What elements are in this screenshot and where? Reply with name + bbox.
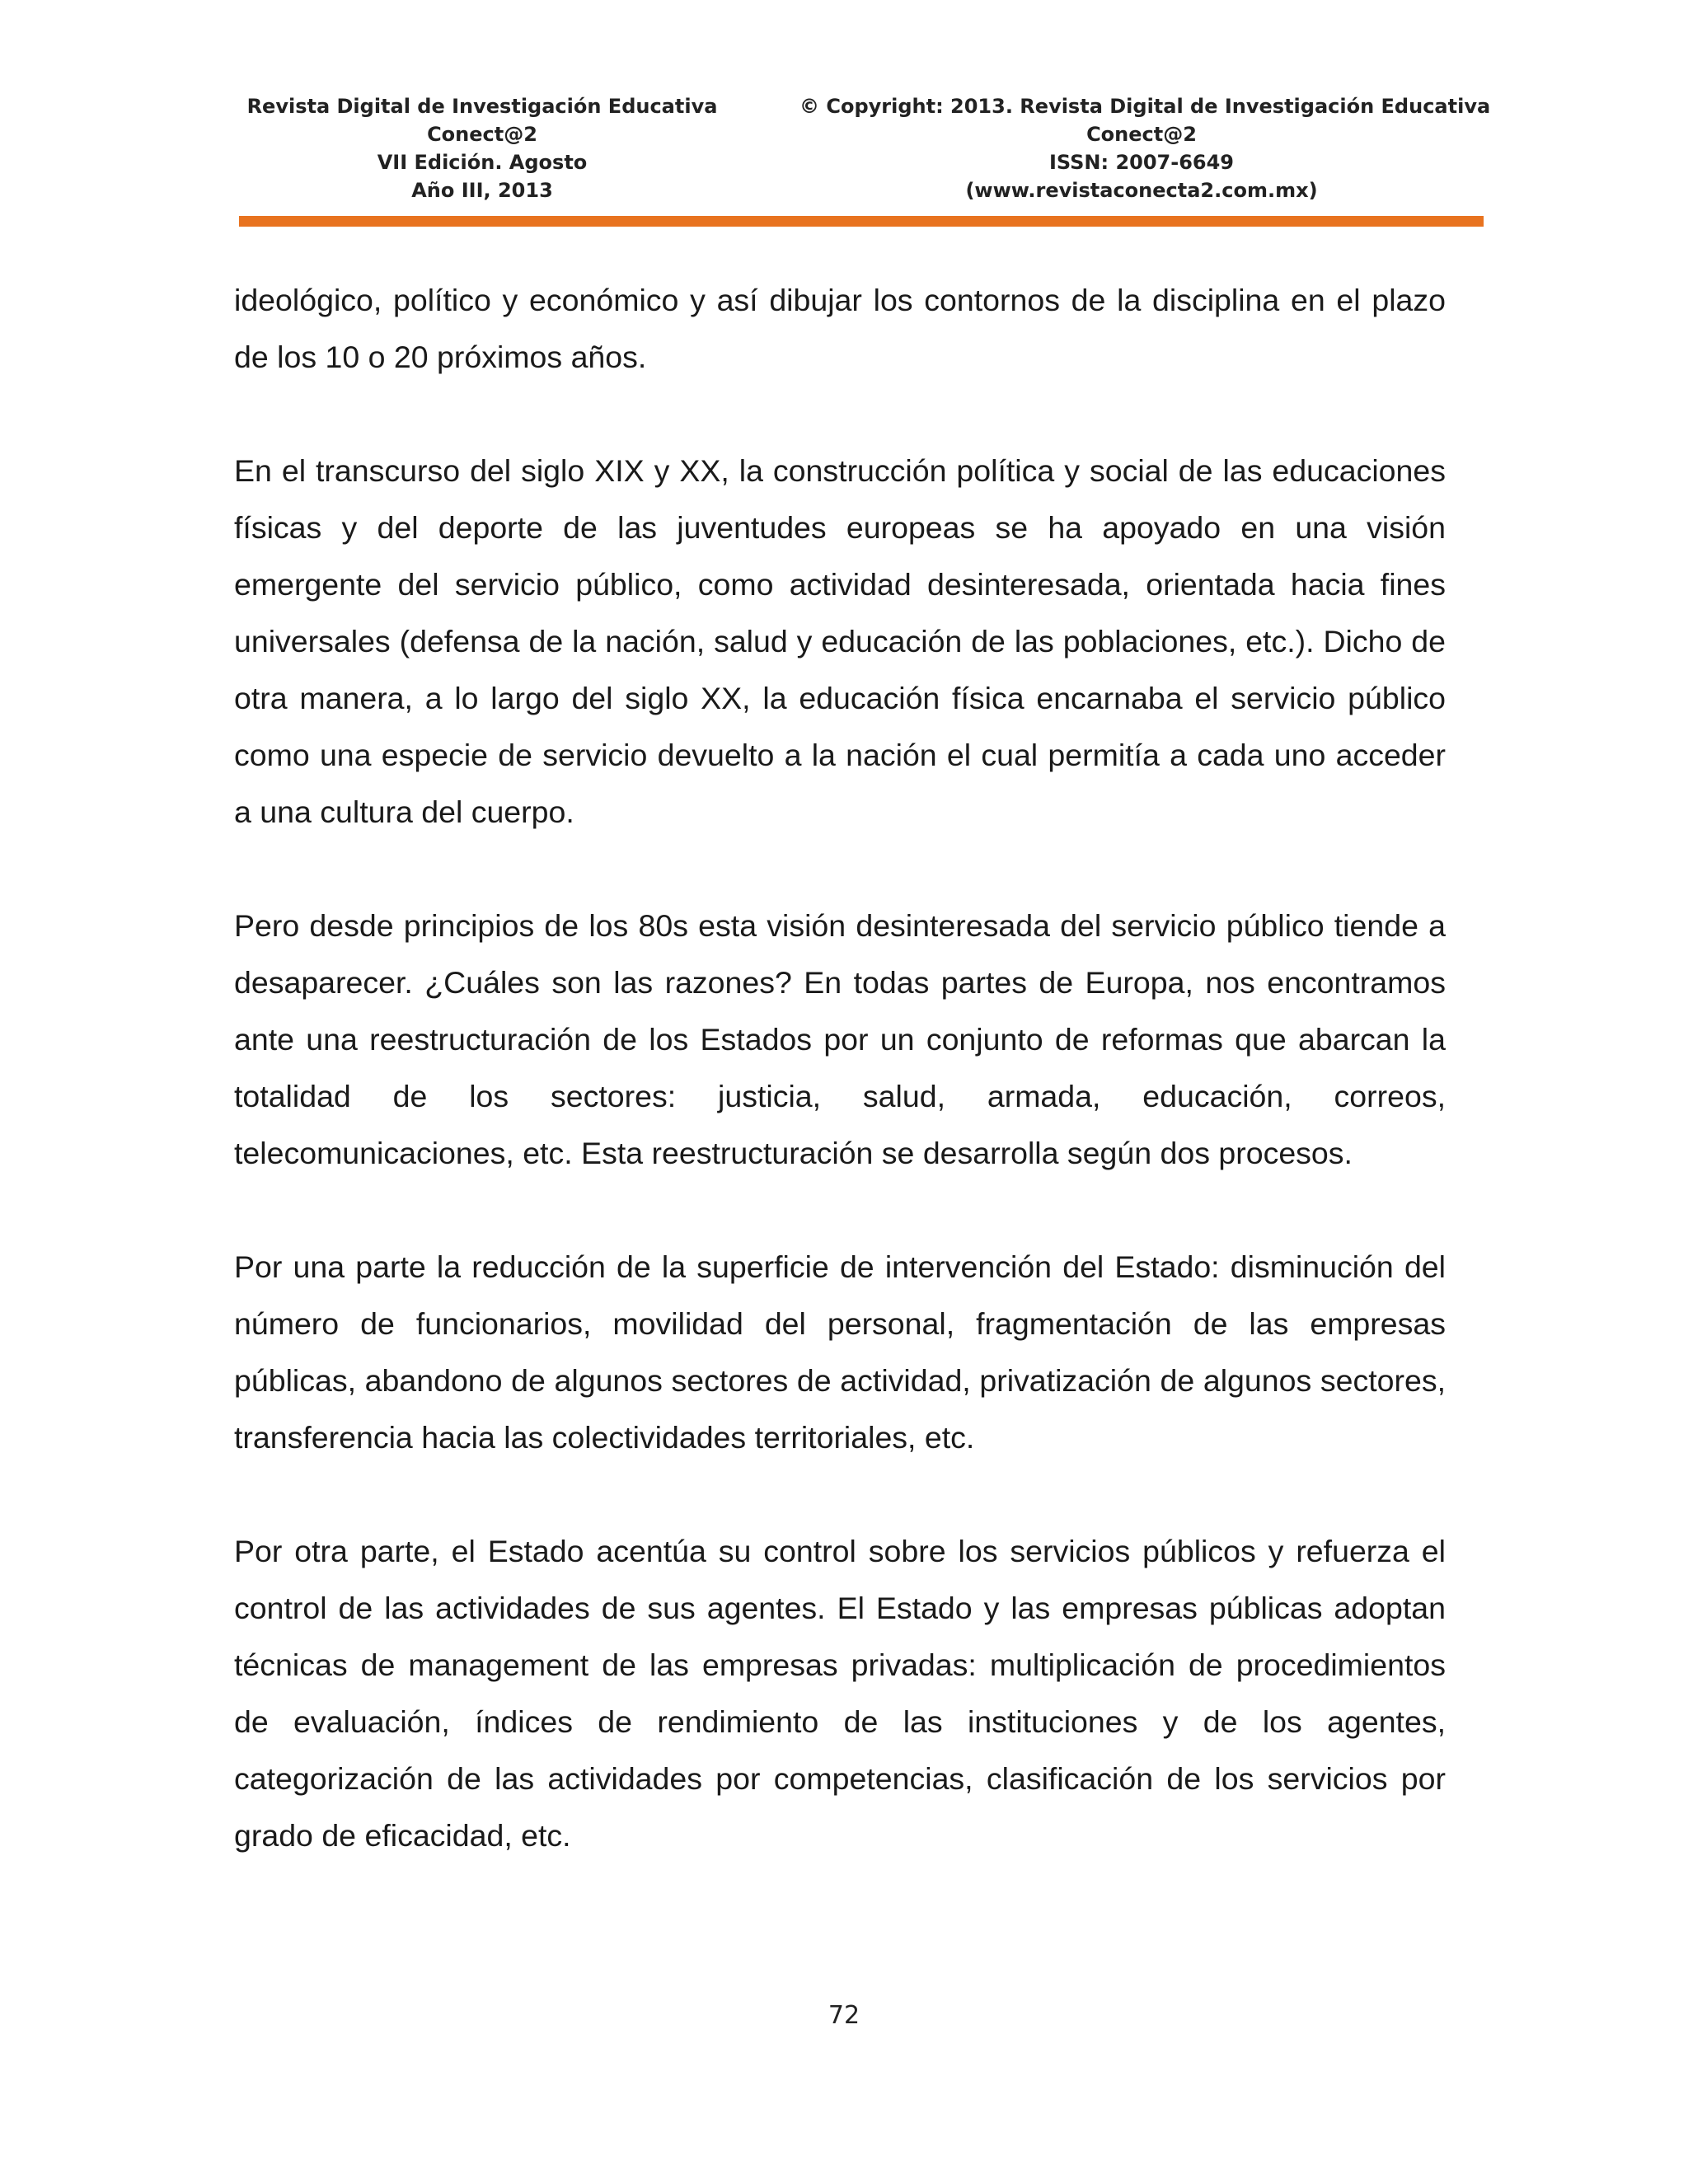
article-body [234,272,1446,1921]
page-number: 72 [828,2001,860,2030]
website-url: (www.revistaconecta2.com.mx) [965,179,1318,202]
journal-info-block [239,92,725,204]
paragraph-1: ideológico, político y económico y así dibujar los contornos de la disciplina en el plazo de los 10 o 20 próximos años. [234,283,1446,374]
journal-title: Revista Digital de Investigación Educativa [246,95,718,118]
paragraph-4: Por una parte la reducción de la superficie de intervención del Estado: disminución del número de funcionarios, movilidad del personal, fragmentación de las empresas públicas, abandono de algunos sectores de actividad, privatización de algunos sectores, transferencia hacia las colectividades territoriales, etc. [234,1249,1446,1455]
copyright-journal-name: Conect@2 [1086,123,1197,146]
copyright-block [799,92,1491,204]
header-divider [239,216,1484,227]
paragraph-3: Pero desde principios de los 80s esta visión desinteresada del servicio público tiende a desaparecer. ¿Cuáles son las razones? En todas partes de Europa, nos encontramos ante una reestructuración de los Estados por un conjunto de reformas que abarcan la totalidad de los sectores: justicia, salud, armada, educación, correos, telecomunicaciones, etc. Esta reestructuración se desarrolla según dos procesos. [234,908,1446,1170]
edition-label: VII Edición. Agosto [377,151,588,174]
paragraph-5: Por otra parte, el Estado acentúa su control sobre los servicios públicos y refuerza el control de las actividades de sus agentes. El Estado y las empresas públicas adoptan técnicas de management de las empresas privadas: multiplicación de procedimientos de evaluación, índices de rendimiento de las instituciones y de los agentes, categorización de las actividades por competencias, clasificación de los servicios por grado de eficacidad, etc. [234,1534,1446,1853]
page-header [239,92,1491,216]
year-label: Año III, 2013 [411,179,553,202]
journal-name: Conect@2 [427,123,537,146]
paragraph-2: En el transcurso del siglo XIX y XX, la construcción política y social de las educaciones físicas y del deporte de las juventudes europeas se ha apoyado en una visión emergente del servicio público, como actividad desinteresada, orientada hacia fines universales (defensa de la nación, salud y educación de las poblaciones, etc.). Dicho de otra manera, a lo largo del siglo XX, la educación física encarnaba el servicio público como una especie de servicio devuelto a la nación el cual permitía a cada uno acceder a una cultura del cuerpo. [234,453,1446,829]
copyright-line: © Copyright: 2013. Revista Digital de Investigación Educativa [799,95,1491,118]
issn-label: ISSN: 2007-6649 [1048,151,1234,174]
